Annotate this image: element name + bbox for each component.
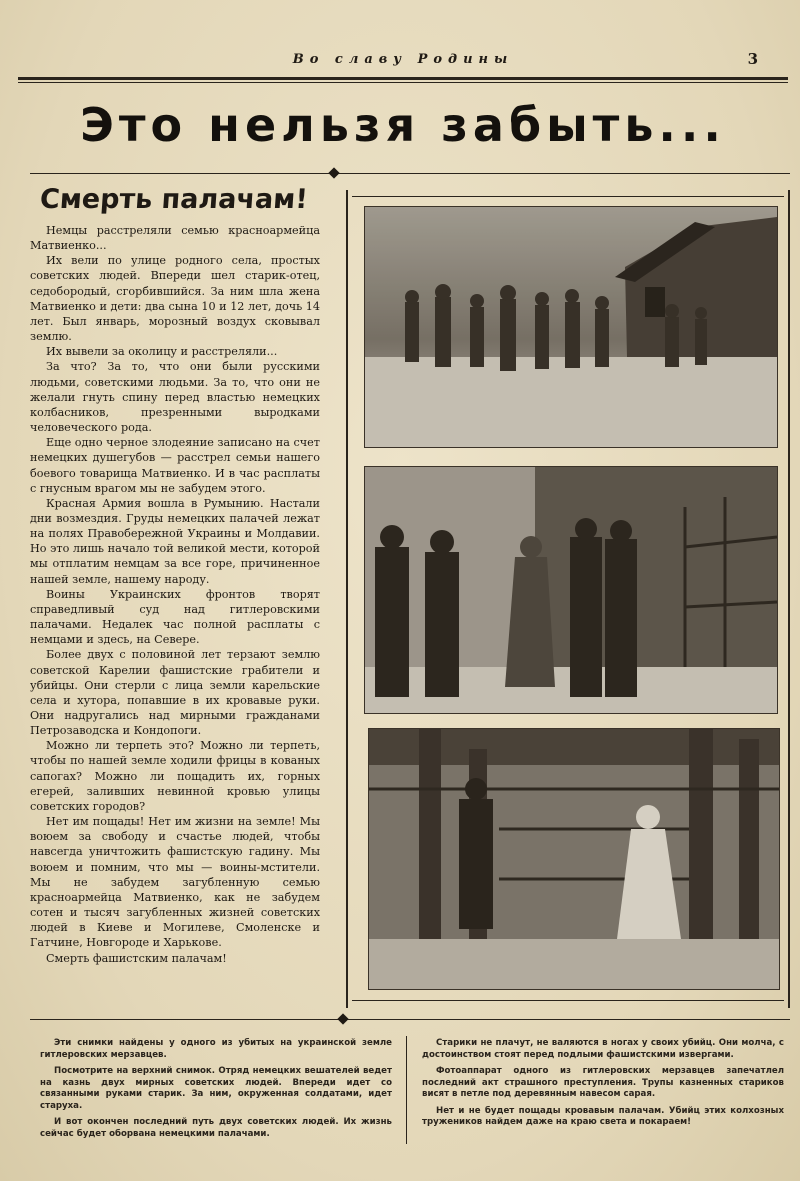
newspaper-title: Во славу Родины [292,52,514,67]
page-number: 3 [747,50,758,68]
captions-rule [30,1019,790,1020]
article-paragraph: Их вели по улице родного села, простых советских людей. Впереди шел старик-отец, седобородый, сгорбившийся. За ним шла жена Матвиенко и дети: два сына 10 и 12 лет, дочь 14 лет. Был январь, морозный воздух сковывал землю. [30,254,320,344]
photo-caption: И вот окончен последний путь двух советских людей. Их жизнь сейчас будет оборвана немецкими палачами. [40,1117,392,1139]
article-paragraph: Еще одно черное злодеяние записано на счет немецких душегубов — расстрел семьи нашего боевого товарища Матвиенко. И в час расплаты с гнусным врагом мы не забудем этого. [30,436,320,495]
article-column [30,184,320,966]
article-paragraph: Нет им пощады! Нет им жизни на земле! Мы воюем за свободу и счастье людей, чтобы навсегда уничтожить фашистскую гадину. Мы воюем и помним, что мы — воины-мстители. Мы не забудем загубленную семью красноармейца Матвиенко, как не забудем сотен и тысяч загубленных жизней советских людей в Киеве и Могилеве, Смоленске и Гатчине, Новгороде и Харькове. [30,815,320,950]
photo-caption: Нет и не будет пощады кровавым палачам. Убийц этих колхозных тружеников найдем даже на краю света и покараем! [422,1105,784,1127]
header-rule [18,77,788,83]
article-paragraph: Можно ли терпеть это? Можно ли терпеть, чтобы по нашей земле ходили фрицы в кованых сапогах? Можно ли пощадить их, горных егерей, заливших невинной кровью улицы советских городов? [30,739,320,813]
article-paragraph: Красная Армия вошла в Румынию. Настали дни возмездия. Груды немецких палачей лежат на полях Правобережной Украины и Молдавии. Но это лишь начало той великой мести, которой мы отплатим немцам за все горе, причиненное нашей земле, нашему народу. [30,496,320,586]
photo-execution-march [364,206,778,448]
article-paragraph: Более двух с половиной лет терзают землю советской Карелии фашистские грабители и убийцы. Они стерли с лица земли карельские села и хутора, попавшие в их кровавые руки. Они надругались над мирными гражданами Петрозаводска и Кондопоги. [30,648,320,738]
article-paragraph: Немцы расстреляли семью красноармейца Матвиенко... [30,224,320,253]
photo-victims-standing [364,466,778,714]
running-head [18,50,788,74]
ornament-diamond [328,167,339,178]
photo-caption: Фотоаппарат одного из гитлеровских мерзавцев запечатлел последний акт страшного преступления. Трупы казненных стариков висят в петле под деревянным навесом сарая. [422,1066,784,1099]
article-paragraph: За что? За то, что они были русскими людьми, советскими людьми. За то, что они не желали гнуть спину перед властью немецких колбасников, презренными выродками человеческого рода. [30,360,320,435]
captions-divider [406,1036,407,1144]
headline-rule [30,173,790,174]
article-paragraph: Воины Украинских фронтов творят справедливый суд над гитлеровскими палачами. Недалек час полной расплаты с немцами и здесь, на Севере. [30,587,320,647]
photo-caption: Старики не плачут, не валяются в ногах у своих убийц. Они молча, с достоинством стоят перед подлыми фашистскими извергами. [422,1038,784,1060]
article-paragraph: Смерть фашистским палачам! [46,951,227,965]
photo-column-rule [352,196,784,197]
photo-column-rule [352,1000,784,1001]
captions-right [422,1038,784,1134]
article-heading: Смерть палачам! [38,184,309,215]
photo-caption: Эти снимки найдены у одного из убитых на украинской земле гитлеровских мерзавцев. [40,1038,392,1060]
ornament-diamond [337,1013,348,1024]
main-headline: Это нельзя забыть... [80,98,726,152]
article-paragraph: Их вывели за околицу и расстреляли... [46,345,278,359]
photo-hanging-shed [368,728,780,990]
captions-left [40,1038,392,1145]
photo-caption: Посмотрите на верхний снимок. Отряд немецких вешателей ведет на казнь двух мирных советских людей. Впереди идет со связанными руками старик. За ним, окруженная солдатами, идет старуха. [40,1066,392,1111]
